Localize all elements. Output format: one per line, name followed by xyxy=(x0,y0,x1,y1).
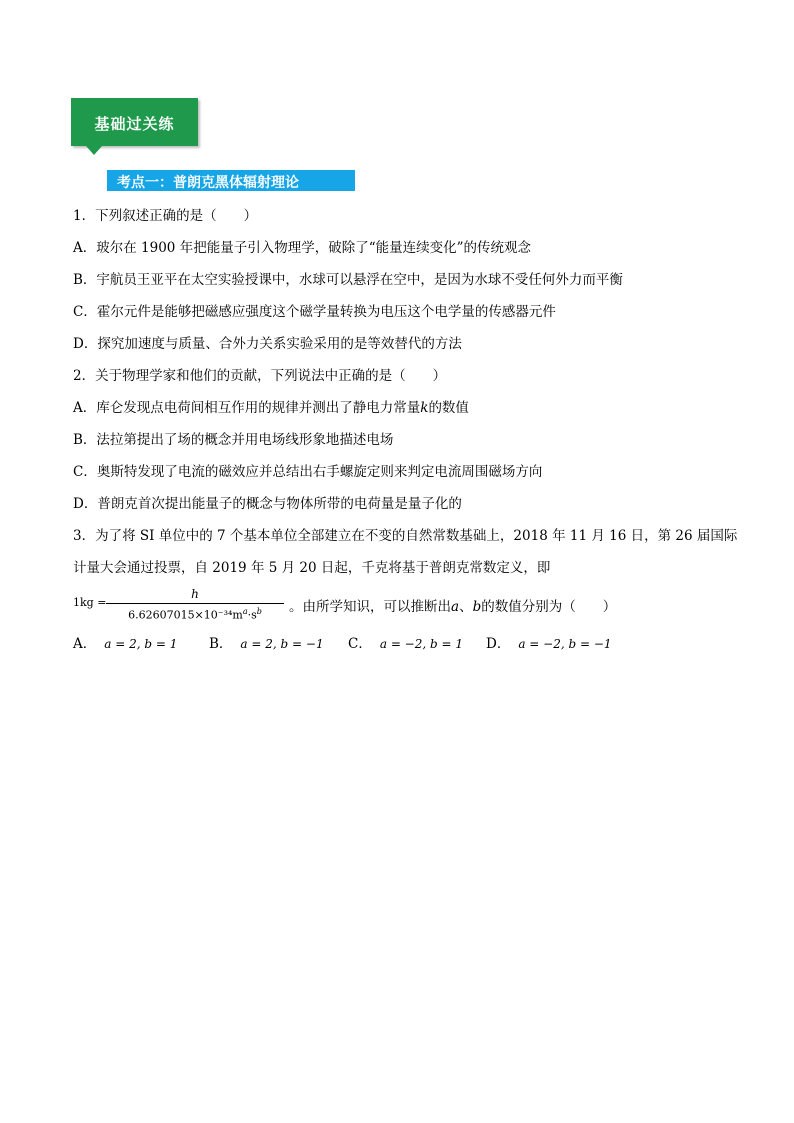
question-1-option-b: B．宇航员王亚平在太空实验授课中，水球可以悬浮在空中，是因为水球不受任何外力而平衡 xyxy=(73,272,623,288)
constant-k: k xyxy=(420,400,429,416)
var-b: b xyxy=(472,599,482,615)
question-2-option-c: C．奥斯特发现了电流的磁效应并总结出右手螺旋定则来判定电流周围磁场方向 xyxy=(73,464,543,480)
question-1-option-a: A．玻尔在 1900 年把能量子引入物理学，破除了“能量连续变化”的传统观念 xyxy=(73,240,531,256)
section-badge xyxy=(71,98,198,146)
exponent-b: b xyxy=(256,607,262,616)
option-c-label: C． xyxy=(348,636,372,652)
question-3-stem-line-2: 计量大会通过投票，自 2019 年 5 月 20 日起，千克将基于普朗克常数定义，即 xyxy=(73,560,551,576)
formula-numerator: h xyxy=(191,587,199,601)
formula-denominator xyxy=(106,606,284,622)
var-separator: 、 xyxy=(459,599,473,615)
question-2-option-a-text: A．库仑发现点电荷间相互作用的规律并测出了静电力常量 xyxy=(73,400,421,416)
question-2-stem: 2．关于物理学家和他们的贡献，下列说法中正确的是（ ） xyxy=(73,368,447,384)
question-1-stem: 1．下列叙述正确的是（ ） xyxy=(73,208,258,224)
formula-end-text: 的数值分别为（ ） xyxy=(481,599,617,615)
option-d-label: D． xyxy=(486,636,511,652)
topic-label: 考点一：普朗克黑体辐射理论 xyxy=(117,175,299,191)
formula-lhs: 1kg = xyxy=(73,596,107,609)
formula-tail xyxy=(289,595,616,615)
question-3-option-a xyxy=(73,632,177,652)
badge-pointer xyxy=(86,146,102,155)
var-a: a xyxy=(451,599,460,615)
question-3-option-b xyxy=(209,632,324,652)
fraction-bar xyxy=(106,603,284,604)
question-2-option-d: D．普朗克首次提出能量子的概念与物体所带的电荷量是量子化的 xyxy=(73,496,462,512)
option-b-value: a = 2, b = −1 xyxy=(240,637,324,651)
question-3-option-c xyxy=(348,632,463,652)
question-2-option-a-tail: 的数值 xyxy=(428,400,469,416)
option-d-value: a = −2, b = −1 xyxy=(518,637,612,651)
formula-tail-text: 。由所学知识，可以推断出 xyxy=(289,599,451,615)
option-a-value: a = 2, b = 1 xyxy=(104,637,178,651)
question-1-option-d: D．探究加速度与质量、合外力关系实验采用的是等效替代的方法 xyxy=(73,336,462,352)
question-1-option-c: C．霍尔元件是能够把磁感应强度这个磁学量转换为电压这个电学量的传感器元件 xyxy=(73,304,556,320)
question-3-option-d xyxy=(486,632,612,652)
question-2-option-a xyxy=(73,399,469,417)
option-b-label: B． xyxy=(209,636,233,652)
option-c-value: a = −2, b = 1 xyxy=(379,637,463,651)
option-a-label: A． xyxy=(73,636,97,652)
denominator-base: 6.62607015×10⁻³⁴m xyxy=(128,608,243,622)
formula-fraction xyxy=(106,588,284,622)
exponent-a: a xyxy=(242,607,248,616)
badge-label: 基础过关练 xyxy=(94,115,175,133)
question-3-stem-line-1: 3．为了将 SI 单位中的 7 个基本单位全部建立在不变的自然常数基础上，2018 年 11 月 16 日，第 26 届国际 xyxy=(73,528,738,544)
denominator-mid: ·s xyxy=(247,608,257,622)
question-2-option-b: B．法拉第提出了场的概念并用电场线形象地描述电场 xyxy=(73,432,394,448)
topic-bar xyxy=(107,170,355,191)
